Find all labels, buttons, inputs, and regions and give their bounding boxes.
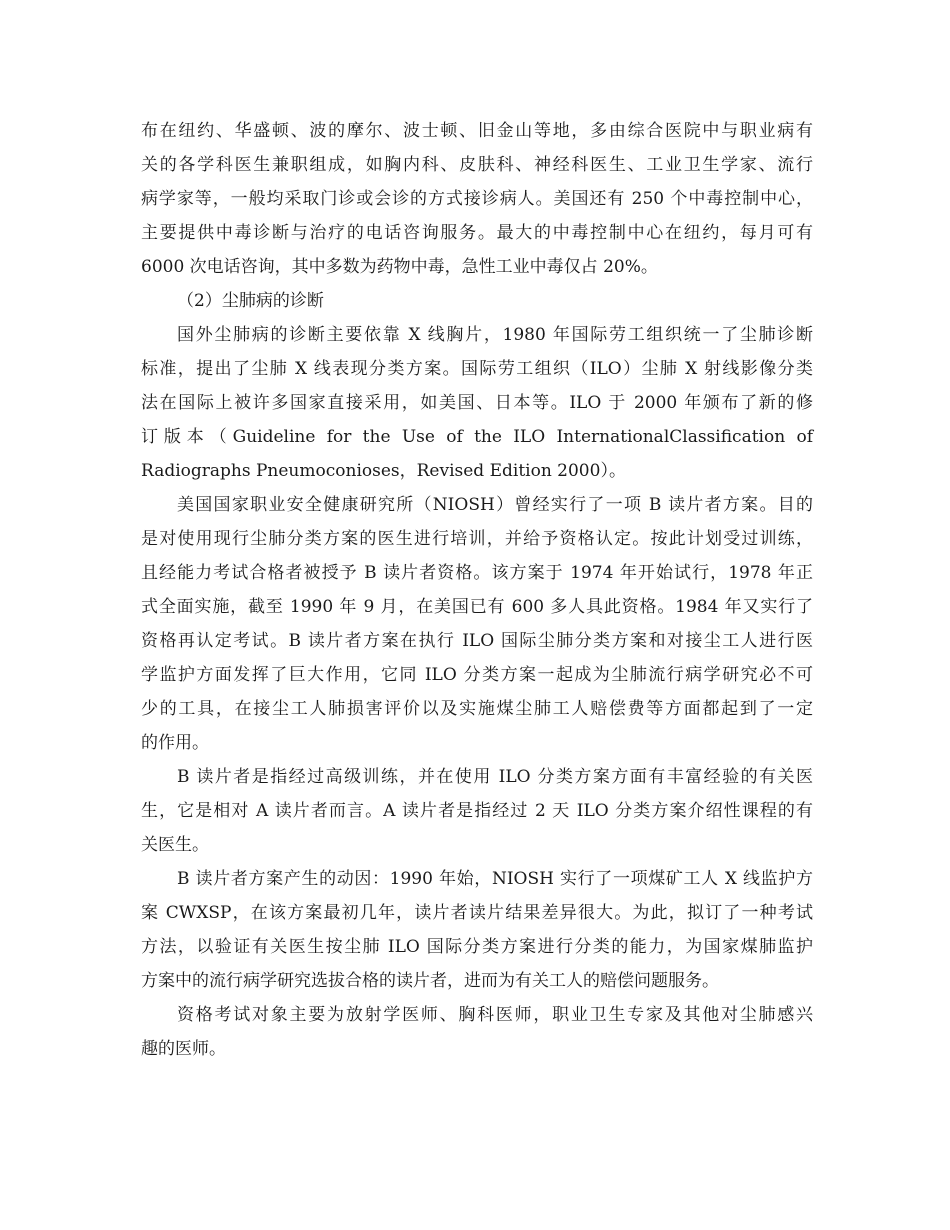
text-line: 关医生。 (141, 835, 209, 855)
text-line: 美国国家职业安全健康研究所（NIOSH）曾经实行了一项 B 读片者方案。目的 (177, 495, 813, 515)
text-line: 布在纽约、华盛顿、波的摩尔、波士顿、旧金山等地，多由综合医院中与职业病有 (141, 121, 813, 141)
text-line: 方案中的流行病学研究选拔合格的读片者，进而为有关工人的赔偿问题服务。 (141, 971, 719, 991)
text-line: 病学家等，一般均采取门诊或会诊的方式接诊病人。美国还有 250 个中毒控制中心， (141, 189, 813, 209)
text-line: 资格再认定考试。B 读片者方案在执行 ILO 国际尘肺分类方案和对接尘工人进行医 (141, 631, 813, 651)
text-line: 且经能力考试合格者被授予 B 读片者资格。该方案于 1974 年开始试行，1978 年正 (141, 563, 813, 583)
text-line: 国外尘肺病的诊断主要依靠 X 线胸片，1980 年国际劳工组织统一了尘肺诊断 (177, 325, 813, 345)
text-line: 方法，以验证有关医生按尘肺 ILO 国际分类方案进行分类的能力，为国家煤肺监护 (141, 937, 813, 957)
text-line: 法在国际上被许多国家直接采用，如美国、日本等。ILO 于 2000 年颁布了新的修 (141, 393, 813, 413)
paragraph-ilo-classification (141, 318, 813, 488)
paragraph-b-reader-motivation (141, 862, 813, 998)
text-line: 是对使用现行尘肺分类方案的医生进行培训，并给予资格认定。按此计划受过训练， (141, 529, 813, 549)
paragraph-exam-candidates (141, 998, 813, 1066)
text-line: Radiographs Pneumoconioses，Revised Edition 2000）。 (141, 461, 626, 481)
text-line: 少的工具，在接尘工人肺损害评价以及实施煤尘肺工人赔偿费等方面都起到了一定 (141, 699, 813, 719)
text-line: 学监护方面发挥了巨大作用，它同 ILO 分类方案一起成为尘肺流行病学研究必不可 (141, 665, 813, 685)
paragraph-b-reader-definition (141, 760, 813, 862)
text-line: 关的各学科医生兼职组成，如胸内科、皮肤科、神经科医生、工业卫生学家、流行 (141, 155, 813, 175)
text-line: B 读片者方案产生的动因：1990 年始，NIOSH 实行了一项煤矿工人 X 线监护方 (177, 869, 813, 889)
text-line: 案 CWXSP，在该方案最初几年，读片者读片结果差异很大。为此，拟订了一种考试 (141, 903, 813, 923)
heading-text: （2）尘肺病的诊断 (177, 291, 324, 311)
body-text (141, 114, 813, 1066)
text-line: 标准，提出了尘肺 X 线表现分类方案。国际劳工组织（ILO）尘肺 X 射线影像分类 (141, 359, 813, 379)
text-line: 生，它是相对 A 读片者而言。A 读片者是指经过 2 天 ILO 分类方案介绍性课程的有 (141, 801, 813, 821)
text-line: 资格考试对象主要为放射学医师、胸科医师，职业卫生专家及其他对尘肺感兴 (177, 1005, 813, 1025)
section-heading (141, 284, 813, 318)
text-line: 趣的医师。 (141, 1039, 226, 1059)
text-line: 6000 次电话咨询，其中多数为药物中毒，急性工业中毒仅占 20%。 (141, 257, 658, 277)
text-line: 式全面实施，截至 1990 年 9 月，在美国已有 600 多人具此资格。1984 年又实行了 (141, 597, 813, 617)
paragraph-niosh-b-reader (141, 488, 813, 760)
text-line: 的作用。 (141, 733, 209, 753)
text-line: 订版本（Guideline for the Use of the ILO InternationalClassification of (141, 427, 813, 447)
text-line: B 读片者是指经过高级训练，并在使用 ILO 分类方案方面有丰富经验的有关医 (177, 767, 813, 787)
paragraph-us-occupational-clinics (141, 114, 813, 284)
text-line: 主要提供中毒诊断与治疗的电话咨询服务。最大的中毒控制中心在纽约，每月可有 (141, 223, 813, 243)
